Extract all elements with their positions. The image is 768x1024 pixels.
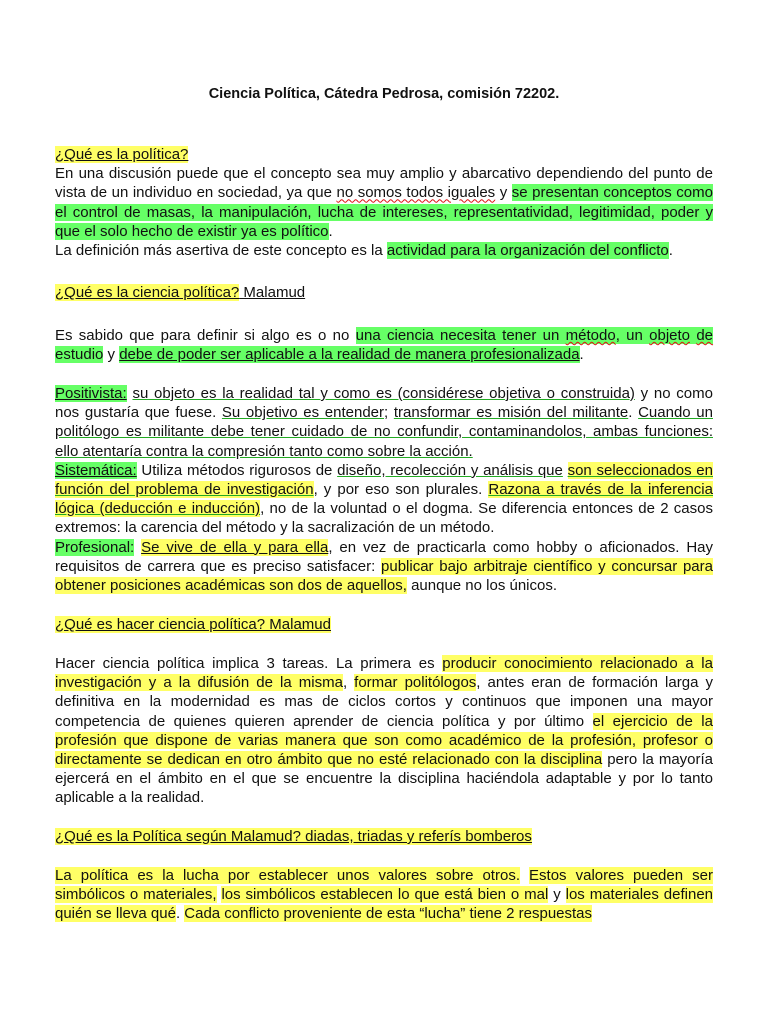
underlined-text: su objeto es la realidad tal y como es (considérese objetiva o construida) — [132, 385, 635, 402]
text: . — [175, 905, 185, 923]
paragraph-profesional — [55, 538, 713, 596]
heading-text: ¿Qué es la Política según Malamud? diadas, triadas y referís bomberos — [55, 828, 532, 845]
text: , en vez de practicarla como hobby o aficionados. Hay requisitos de carrera que es preciso satisfacer: — [55, 538, 713, 575]
underlined-text: diseño, recolección y análisis que — [337, 461, 563, 479]
highlighted-text: Razona a través de la inferencia lógica (deducción e inducción) — [55, 481, 713, 518]
highlighted-text: , un — [615, 327, 650, 344]
highlighted-text: una ciencia necesita tener un — [355, 327, 566, 344]
heading-text: ¿Qué es hacer ciencia política? Malamud — [55, 616, 331, 633]
text: En una discusión puede que el concepto sea muy amplio y abarcativo dependiendo del punto de vista de un individuo en sociedad, ya que — [55, 165, 713, 202]
text: La definición más asertiva de este concepto es la — [55, 242, 387, 260]
text: . — [628, 404, 639, 422]
text: , — [342, 674, 355, 692]
paragraph — [55, 164, 713, 241]
highlighted-text: Se vive de ella y para ella — [141, 538, 329, 556]
paragraph — [55, 326, 713, 364]
highlighted-text: los simbólicos establecen lo que está bien o mal — [221, 886, 549, 904]
section-que-es-la-ciencia-politica — [55, 283, 713, 302]
highlighted-text: objeto — [649, 327, 691, 344]
text: y — [548, 886, 566, 904]
underlined-text: Su objetivo es entender — [221, 404, 385, 422]
label-sistematica: Sistemática: — [55, 461, 137, 479]
paragraph-sistematica — [55, 461, 713, 538]
text: . — [328, 222, 333, 240]
heading-text: ¿Qué es la ciencia política? — [55, 284, 240, 301]
text — [563, 462, 568, 479]
highlighted-text: el ejercicio de la profesión que dispone de varias manera que son como académico de la profesión, profesor o directamente se dedican en otro ámbito que no esté relacionado con la disciplina — [55, 712, 713, 769]
label-profesional: Profesional: — [55, 538, 135, 556]
heading-text: ¿Qué es la política? — [55, 146, 189, 163]
text: . — [668, 242, 673, 260]
underlined-text: transformar es misión del militante — [393, 404, 629, 422]
section-hacer-ciencia-politica — [55, 615, 713, 634]
paragraph — [55, 866, 713, 924]
section-heading — [55, 615, 713, 634]
paragraph-tres-tareas — [55, 654, 713, 808]
section-heading — [55, 283, 713, 302]
paragraph-lucha-valores — [55, 866, 713, 924]
paragraph — [55, 654, 713, 808]
label-positivista: Positivista: — [55, 385, 127, 402]
text: y — [103, 346, 120, 364]
highlighted-text: son seleccionados en función del problema de investigación — [55, 461, 713, 499]
text: , y por eso son plurales. — [313, 481, 489, 499]
paragraph — [55, 241, 713, 260]
paragraph-positivista — [55, 384, 713, 461]
underlined-text: no somos todos iguales — [336, 184, 496, 202]
text: y no como nos gustaría que fuese. — [55, 385, 713, 422]
highlighted-text: La política es la lucha por establecer unos valores sobre otros. — [55, 867, 520, 884]
text: . — [579, 346, 584, 364]
highlighted-text: estudio — [55, 346, 104, 364]
highlighted-text: se presentan conceptos como el control de masas, la manipulación, lucha de intereses, representatividad, legitimidad, poder y que el solo hecho de existir ya es político — [55, 184, 713, 240]
highlighted-text: debe de poder ser aplicable a la realidad de manera profesionalizada — [119, 346, 580, 364]
text — [520, 867, 529, 884]
highlighted-text: actividad para la organización del conflicto — [386, 242, 669, 260]
paragraph-caracteristicas — [55, 384, 713, 595]
highlighted-text: Cada conflicto proveniente de esta “lucha” tiene 2 respuestas — [184, 905, 593, 923]
section-heading — [55, 145, 713, 164]
text: ; — [384, 404, 394, 422]
highlighted-text: los materiales definen quién se lleva qué — [55, 886, 714, 923]
document-title: Ciencia Política, Cátedra Pedrosa, comisión 72202. — [208, 86, 560, 102]
highlighted-text: de — [696, 327, 714, 344]
highlighted-text: formar politólogos — [354, 674, 477, 692]
underlined-text: Cuando un politólogo es militante debe tener cuidado de no confundir, contaminandolos, ambas funciones: ello atentaría contra la compresión tanto como sobre la acción. — [55, 404, 713, 460]
highlighted-text: método — [565, 327, 616, 344]
text: , no de la voluntad o el dogma. Se diferencia entonces de 2 casos extremos: la carencia del método y la sacralización de un método. — [55, 500, 713, 537]
text: y — [495, 184, 512, 202]
highlighted-text: producir conocimiento relacionado a la investigación y a la difusión de la misma — [55, 655, 713, 692]
paragraph-definicion-ciencia — [55, 326, 713, 364]
section-heading — [55, 827, 713, 846]
text: Es sabido que para definir si algo es o no — [55, 327, 356, 344]
text: Utiliza métodos rigurosos de — [136, 461, 338, 479]
highlighted-text: publicar bajo arbitraje científico y concursar para obtener posiciones académicas son dos de aquellos, — [55, 557, 713, 595]
text: , antes eran de formación larga y definitiva en la modernidad es mas de ciclos cortos y continuos que imponen una mayor competencia de quienes quieren aprender de ciencia política y por último — [55, 674, 713, 730]
text: Hacer ciencia política implica 3 tareas. La primera es — [55, 655, 443, 672]
section-que-es-la-politica — [55, 145, 713, 260]
highlighted-text: Estos valores pueden ser simbólicos o materiales, — [55, 867, 713, 904]
text: aunque no los únicos. — [406, 577, 558, 595]
text: pero la mayoría ejercerá en el ámbito en el que se encuentre la disciplina haciéndola adaptable y por lo tanto aplicable a la realidad. — [55, 751, 714, 807]
heading-author: Malamud — [239, 284, 306, 301]
section-politica-segun-malamud — [55, 827, 713, 846]
